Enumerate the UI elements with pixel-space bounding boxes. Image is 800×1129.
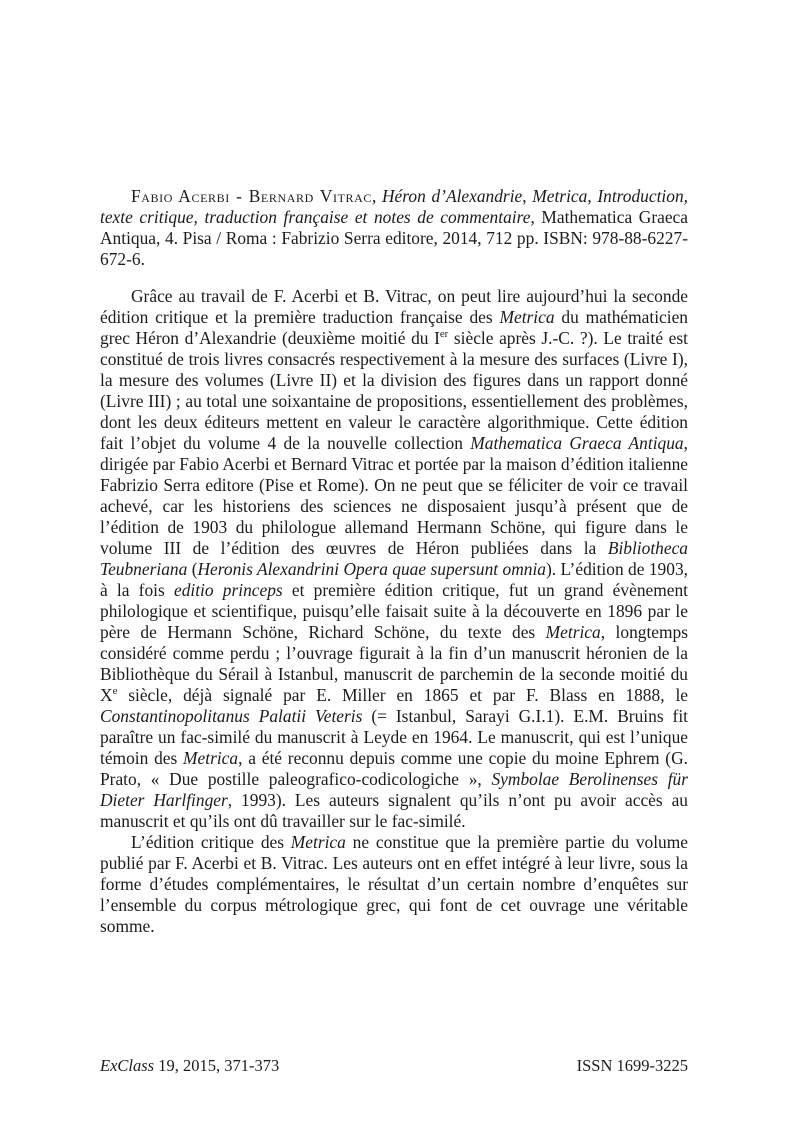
text-segment-normal: siècle, déjà signalé par E. Miller en 1865 et par F. Blass en 1888, le <box>117 685 688 705</box>
text-segment-italic: ExClass <box>100 1056 155 1075</box>
text-segment-italic: editio princeps <box>173 580 283 600</box>
text-segment-italic: Introduction, texte critique, traduction française et notes de commentaire <box>100 186 688 227</box>
text-segment-normal: et première édition critique, fut un grand évènement philologique et scientifique, puisqu’elle faisait suite à la découverte en 1896 par le père de Hermann Schöne, Richard Schöne, du texte des <box>100 580 689 642</box>
page-footer <box>100 1056 688 1076</box>
text-segment-italic: Bibliotheca Teubneriana <box>100 538 688 579</box>
text-segment-normal: ( <box>187 559 198 579</box>
text-segment-normal: ). L’édition de 1903, à la fois <box>100 559 688 600</box>
text-segment-sup: er <box>439 328 449 341</box>
text-segment-italic: Metrica <box>545 622 601 642</box>
text-segment-italic: Heronis Alexandrini Opera quae supersunt omnia <box>197 559 546 579</box>
review-paragraph-2 <box>100 832 688 937</box>
text-segment-normal: siècle après J.-C. ?). Le traité est constitué de trois livres consacrés respectivement à la mesure des surfaces (Livre I), la mesure des volumes (Livre II) et la division des figures dans un rapport donné (Livre III) ; au total une soixantaine de propositions, essentiellement des problèmes, dont les deux éditeurs mettent en valeur le caractère algorithmique. Cette édition fait l’objet du volume 4 de la nouvelle collection <box>100 328 688 453</box>
text-segment-normal: (= Istanbul, Sarayi G.I.1). E.M. Bruins fit paraître un fac-similé du manuscrit à Leyde en 1964. Le manuscrit, qui est l’unique témoin des <box>100 706 688 768</box>
text-segment-italic: Metrica <box>499 307 555 327</box>
bibliographic-reference-heading <box>100 186 688 270</box>
issn-number: ISSN 1699-3225 <box>576 1056 688 1075</box>
review-paragraph-1 <box>100 286 688 832</box>
text-segment-normal: , a été reconnu depuis comme une copie du moine Ephrem (G. Prato, « Due postille paleografico-codicologiche », <box>100 748 688 789</box>
text-segment-normal: , 1993). Les auteurs signalent qu’ils n’ont pu avoir accès au manuscrit et qu’ils ont dû travailler sur le fac-similé. <box>100 790 688 831</box>
text-segment-italic: Metrica <box>290 832 346 852</box>
text-segment-normal: 19, 2015, 371-373 <box>154 1056 280 1075</box>
text-segment-normal: ne constitue que la première partie du volume publié par F. Acerbi et B. Vitrac. Les auteurs ont en effet intégré à leur livre, sous la forme d’études complémentaires, le résultat d’un certain nombre d’enquêtes sur l’ensemble du corpus métrologique grec, qui font de cet ouvrage une véritable somme. <box>100 832 688 936</box>
text-segment-normal: , longtemps considéré comme perdu ; l’ouvrage figurait à la fin d’un manuscrit héronien de la Bibliothèque du Sérail à Istanbul, manuscrit de parchemin de la seconde moitié du X <box>100 622 688 705</box>
text-segment-normal: L’édition critique des <box>131 832 291 852</box>
text-segment-normal: du mathématicien grec Héron d’Alexandrie (deuxième moitié du I <box>100 307 689 348</box>
journal-citation <box>100 1056 279 1076</box>
text-segment-sup: e <box>112 685 118 698</box>
text-segment-italic: Constantinopolitanus Palatii Veteris <box>100 706 363 726</box>
text-segment-smallcaps: Fabio Acerbi - Bernard Vitrac <box>131 186 372 206</box>
text-segment-normal: , dirigée par Fabio Acerbi et Bernard Vitrac et portée par la maison d’édition italienne Fabrizio Serra editore (Pise et Rome). On ne peut que se féliciter de voir ce travail achevé, car les historiens des sciences ne disposaient jusqu’à présent que de l’édition de 1903 du philologue allemand Hermann Schöne, qui figure dans le volume III de l’édition des œuvres de Héron publiées dans la <box>100 433 688 558</box>
text-segment-normal: , Mathematica Graeca Antiqua, 4. Pisa / Roma : Fabrizio Serra editore, 2014, 712 pp. ISBN: 978-88-6227-672-6. <box>100 207 688 269</box>
text-segment-italic: Mathematica Graeca Antiqua <box>470 433 684 453</box>
text-segment-normal: , <box>522 186 533 206</box>
text-segment-normal: , <box>587 186 598 206</box>
text-segment-italic: Symbolae Berolinenses für Dieter Harlfinger <box>100 769 688 810</box>
text-segment-normal: , <box>371 186 382 206</box>
text-segment-italic: Metrica <box>183 748 239 768</box>
text-segment-normal: Grâce au travail de F. Acerbi et B. Vitrac, on peut lire aujourd’hui la seconde édition critique et la première traduction française des <box>100 286 688 327</box>
text-segment-italic: Metrica <box>532 186 588 206</box>
text-column <box>100 186 688 937</box>
text-segment-italic: Héron d’Alexandrie <box>382 186 523 206</box>
